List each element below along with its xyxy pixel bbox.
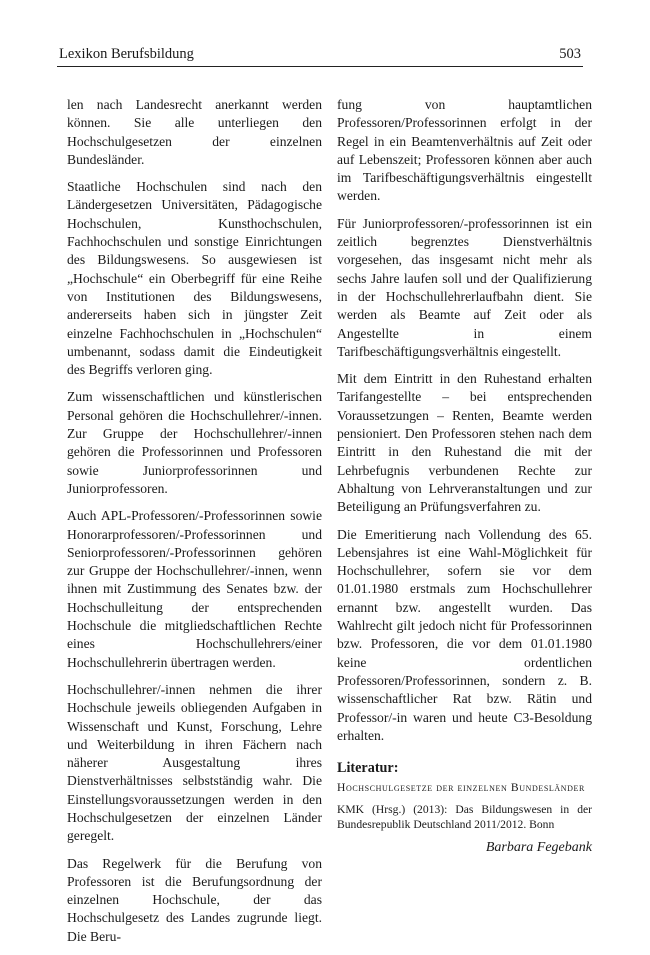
author-signature: Barbara Fegebank	[485, 839, 592, 855]
paragraph: Auch APL-Professoren/-Professorinnen sowie Honorarprofessoren/-Professorinnen und Seniorprofessoren/-Professorinnen gehören zur Gruppe der Hochschullehrer/-innen, wenn ihnen mit Zustimmung des Senates bzw. der Hochschulleitung der entsprechenden Hochschule die mitgliedschaftlichen Rechte eines Hochschullehrers/einer Hochschullehrerin übertragen werden.	[67, 508, 322, 670]
right-column	[337, 96, 592, 857]
paragraph: Zum wissenschaftlichen und künstlerischen Personal gehören die Hochschullehrer/-innen. Zur Gruppe der Hochschullehrer/-innen gehören die Professorinnen und Professoren sowie Juniorprofessorinnen und Juniorprofessoren.	[67, 389, 322, 496]
paragraph: Hochschullehrer/-innen nehmen die ihrer Hochschule jeweils obliegenden Aufgaben in Wissenschaft und Kunst, Forschung, Lehre und Weiterbildung in ihren Fächern nach näherer Ausgestaltung ihres Dienstverhältnisses selbstständig wahr. Die Einstellungsvoraussetzungen werden in den Hochschulgesetzen der einzelnen Länder geregelt.	[67, 681, 322, 844]
paragraph: Die Emeritierung nach Vollendung des 65. Lebensjahres ist eine Wahl-Möglichkeit für Hochschullehrer, sofern sie vor dem 01.01.1980 erstmals zum Hochschullehrer ernannt bzw. angestellt wurden. Das Wahlrecht gilt jedoch nicht für Professorinnen bzw. Professoren, die vor dem 01.01.1980 keine ordentlichen Professoren/Professorinnen, sondern z. B. wissenschaftlicher Rat bzw. Rätin und Professor/-in waren und heute C3-Besoldung erhalten.	[337, 526, 592, 743]
running-header	[57, 44, 583, 67]
paragraph: fung von hauptamtlichen Professoren/Professorinnen erfolgt in der Regel in ein Beamtenverhältnis auf Zeit oder auf Lebenszeit; Professoren können aber auch im Tarifbeschäftigungsverhältnis eingestellt werden.	[337, 97, 592, 204]
left-column	[67, 96, 322, 955]
paragraph: Mit dem Eintritt in den Ruhestand erhalten Tarifangestellte – bei entsprechenden Voraussetzungen – Renten, Beamte werden pensioniert. Den Professoren stehen nach dem Eintritt in den Ruhestand die mit der Lehrbefugnis verbundenen Rechte zur Abhaltung von Lehrveranstaltungen und zur Beteiligung an Prüfungsverfahren zu.	[337, 371, 592, 515]
paragraph: Staatliche Hochschulen sind nach den Ländergesetzen Universitäten, Pädagogische Hochschulen, Kunsthochschulen, Fachhochschulen und sonstige Einrichtungen des Bildungswesens. So ausgewiesen ist „Hochschule“ ein Oberbegriff für eine Reihe von Institutionen des Bildungswesens, andererseits haben sich in jüngster Zeit einzelne Fachhochschulen in „Hochschulen“ umbenannt, sodass damit die Eindeutigkeit des Begriffs verloren ging.	[67, 179, 322, 378]
literature-reference: KMK (Hrsg.) (2013): Das Bildungswesen in der Bundesrepublik Deutschland 2011/2012. Bonn	[337, 802, 592, 832]
paragraph: Für Juniorprofessoren/-professorinnen ist ein zeitlich begrenztes Dienstverhältnis vorgesehen, das insgesamt nicht mehr als sechs Jahre laufen soll und der Qualifizierung in der Hochschullehrerlaufbahn dient. Sie werden als Beamte auf Zeit oder als Angestellte in einem Tarifbeschäftigungsverhältnis eingestellt.	[337, 215, 592, 359]
literature-heading: Literatur:	[337, 760, 399, 777]
paragraph: len nach Landesrecht anerkannt werden können. Sie alle unterliegen den Hochschulgesetzen der einzelnen Bundesländer.	[67, 97, 322, 167]
paragraph: Das Regelwerk für die Berufung von Professoren ist die Berufungsordnung der einzelnen Hochschule, der das Hochschulgesetz des Landes zugrunde liegt. Die Beru-	[67, 855, 322, 944]
page-number: 503	[559, 46, 581, 62]
book-title: Lexikon Berufsbildung	[59, 46, 194, 62]
literature-reference: Hochschulgesetze der einzelnen Bundesländer	[337, 781, 585, 795]
